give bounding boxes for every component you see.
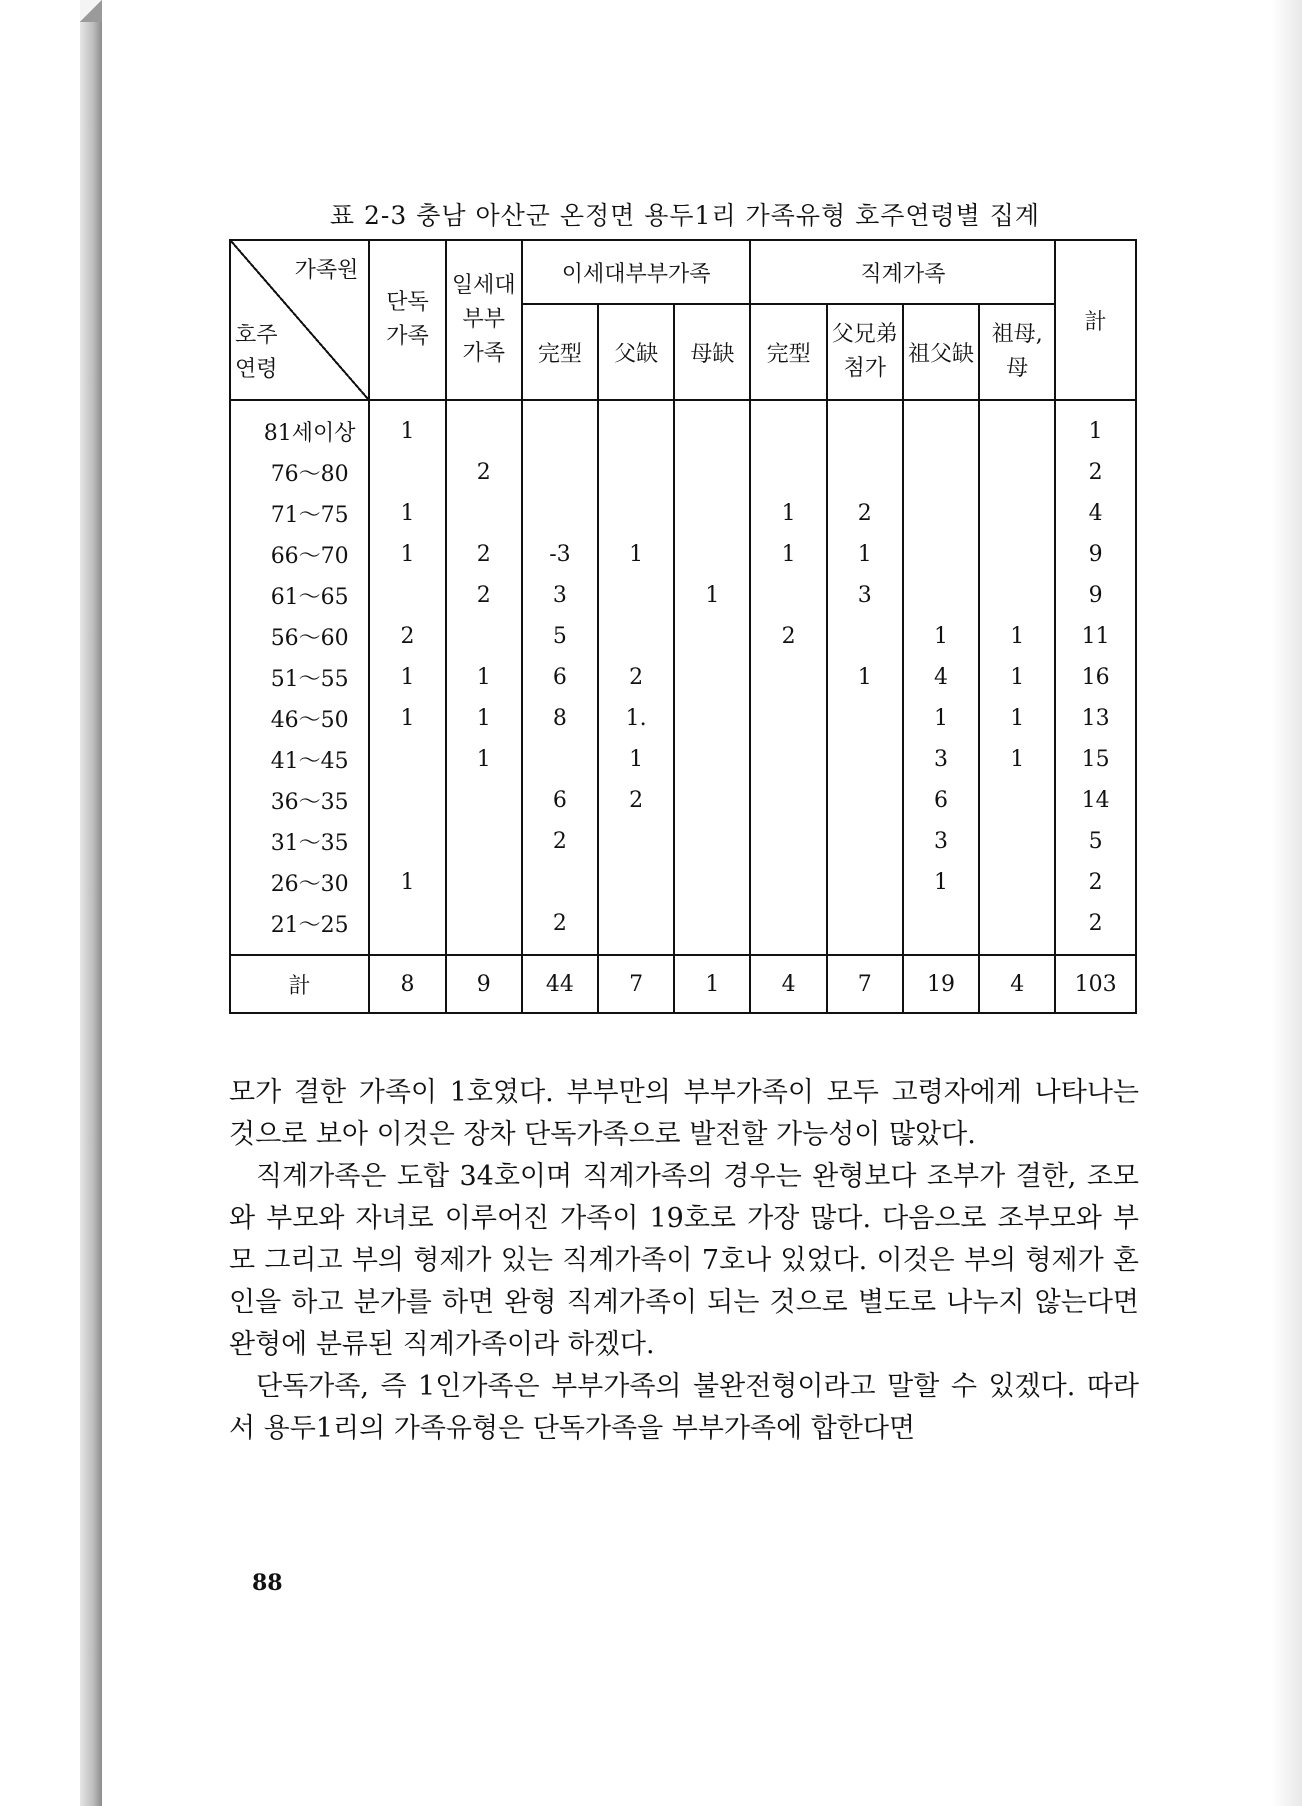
col-complete: 完型 [522, 304, 598, 400]
table-row [230, 739, 1136, 780]
count-cell: 4 [903, 657, 979, 698]
count-cell: 3 [522, 575, 598, 616]
age-cell: 61～65 [230, 575, 369, 616]
table-row [230, 575, 1136, 616]
count-cell: 3 [903, 821, 979, 862]
total-cell: 44 [522, 955, 598, 1013]
total-cell: 7 [598, 955, 674, 1013]
paragraph-1: 모가 결한 가족이 1호였다. 부부만의 부부가족이 모두 고령자에게 나타나는 것으로 보아 이것은 장차 단독가족으로 발전할 가능성이 많았다. [229, 1077, 1139, 1150]
age-cell: 66～70 [230, 534, 369, 575]
count-cell [979, 400, 1055, 452]
count-cell [446, 780, 522, 821]
total-cell: 19 [903, 955, 979, 1013]
count-cell [827, 862, 903, 903]
row-total-cell: 2 [1055, 862, 1136, 903]
table-body [230, 400, 1136, 955]
row-total-cell: 4 [1055, 493, 1136, 534]
count-cell: 1 [446, 698, 522, 739]
paragraph-3: 단독가족, 즉 1인가족은 부부가족의 불완전형이라고 말할 수 있겠다. 따라서 용두1리의 가족유형은 단독가족을 부부가족에 합한다면 [229, 1371, 1139, 1444]
count-cell [979, 534, 1055, 575]
count-cell: 6 [522, 657, 598, 698]
count-cell [979, 780, 1055, 821]
count-cell: 1 [446, 657, 522, 698]
age-cell: 36～35 [230, 780, 369, 821]
total-row [230, 955, 1136, 1013]
table-row [230, 534, 1136, 575]
count-cell [827, 739, 903, 780]
count-cell [827, 616, 903, 657]
col-total: 計 [1055, 240, 1136, 400]
count-cell: 1 [369, 657, 445, 698]
count-cell: 1 [979, 616, 1055, 657]
count-cell: 3 [827, 575, 903, 616]
table-row [230, 903, 1136, 955]
count-cell: 2 [598, 657, 674, 698]
count-cell: 1 [446, 739, 522, 780]
row-total-cell: 13 [1055, 698, 1136, 739]
row-total-cell: 2 [1055, 903, 1136, 955]
count-cell [446, 493, 522, 534]
col-grandmother-mother: 祖母, 母 [979, 304, 1055, 400]
count-cell: 1 [750, 493, 826, 534]
count-cell [674, 739, 750, 780]
count-cell [598, 452, 674, 493]
count-cell [446, 862, 522, 903]
count-cell: 6 [522, 780, 598, 821]
grand-total: 103 [1055, 955, 1136, 1013]
count-cell [750, 903, 826, 955]
table-row [230, 698, 1136, 739]
count-cell [750, 739, 826, 780]
count-cell [598, 493, 674, 534]
page-number: 88 [252, 1570, 283, 1596]
count-cell [674, 493, 750, 534]
total-cell: 9 [446, 955, 522, 1013]
table-row [230, 657, 1136, 698]
count-cell [979, 575, 1055, 616]
count-cell: 1 [979, 739, 1055, 780]
age-cell: 46～50 [230, 698, 369, 739]
total-cell: 8 [369, 955, 445, 1013]
page-right-edge [1272, 0, 1302, 1806]
count-cell [522, 493, 598, 534]
row-total-cell: 14 [1055, 780, 1136, 821]
count-cell: 2 [750, 616, 826, 657]
count-cell [522, 452, 598, 493]
count-cell: 2 [598, 780, 674, 821]
col-grandfather-absent: 祖父缺 [903, 304, 979, 400]
group-lineal-family: 직계가족 [750, 240, 1055, 304]
count-cell: 1 [979, 657, 1055, 698]
count-cell [446, 903, 522, 955]
count-cell: 5 [522, 616, 598, 657]
count-cell: 1 [369, 400, 445, 452]
count-cell [827, 780, 903, 821]
age-cell: 51～55 [230, 657, 369, 698]
count-cell [827, 698, 903, 739]
row-total-cell: 16 [1055, 657, 1136, 698]
count-cell: 2 [522, 903, 598, 955]
corner-bottom-label: 호주 연령 [235, 323, 278, 382]
row-total-cell: 1 [1055, 400, 1136, 452]
count-cell [446, 821, 522, 862]
count-cell [827, 400, 903, 452]
age-cell: 81세이상 [230, 400, 369, 452]
count-cell [598, 575, 674, 616]
group-two-gen-couple: 이세대부부가족 [522, 240, 751, 304]
count-cell: 1. [598, 698, 674, 739]
row-total-cell: 2 [1055, 452, 1136, 493]
count-cell [750, 400, 826, 452]
count-cell: 1 [979, 698, 1055, 739]
count-cell [750, 452, 826, 493]
count-cell [903, 575, 979, 616]
count-cell [598, 616, 674, 657]
count-cell [369, 452, 445, 493]
total-cell: 4 [750, 955, 826, 1013]
col-lineal-complete: 完型 [750, 304, 826, 400]
count-cell [369, 739, 445, 780]
count-cell: 1 [369, 493, 445, 534]
count-cell [903, 534, 979, 575]
age-cell: 41～45 [230, 739, 369, 780]
col-father-absent: 父缺 [598, 304, 674, 400]
count-cell [903, 400, 979, 452]
count-cell [674, 534, 750, 575]
count-cell [827, 903, 903, 955]
count-cell: -3 [522, 534, 598, 575]
count-cell [979, 862, 1055, 903]
count-cell: 2 [827, 493, 903, 534]
row-total-cell: 11 [1055, 616, 1136, 657]
col-father-siblings: 父兄弟 첨가 [827, 304, 903, 400]
count-cell [522, 400, 598, 452]
count-cell [674, 862, 750, 903]
count-cell [674, 821, 750, 862]
table-row [230, 821, 1136, 862]
count-cell [979, 821, 1055, 862]
age-cell: 56～60 [230, 616, 369, 657]
count-cell [369, 780, 445, 821]
table-row [230, 616, 1136, 657]
count-cell [598, 862, 674, 903]
row-total-cell: 9 [1055, 534, 1136, 575]
count-cell: 1 [369, 862, 445, 903]
count-cell [903, 452, 979, 493]
body-text [229, 1072, 1139, 1450]
count-cell [446, 400, 522, 452]
table-total-section [230, 955, 1136, 1013]
count-cell [903, 493, 979, 534]
count-cell: 1 [369, 698, 445, 739]
count-cell [598, 400, 674, 452]
table-row [230, 452, 1136, 493]
count-cell [674, 616, 750, 657]
page-spine-shadow [80, 0, 102, 1806]
count-cell [674, 780, 750, 821]
count-cell [827, 452, 903, 493]
row-total-cell: 15 [1055, 739, 1136, 780]
row-total-cell: 5 [1055, 821, 1136, 862]
count-cell: 6 [903, 780, 979, 821]
count-cell: 1 [827, 534, 903, 575]
count-cell: 2 [446, 575, 522, 616]
total-cell: 7 [827, 955, 903, 1013]
count-cell [522, 739, 598, 780]
count-cell [369, 575, 445, 616]
table-caption: 표 2-3 충남 아산군 온정면 용두1리 가족유형 호주연령별 집계 [329, 201, 1041, 230]
col-single-family: 단독 가족 [369, 240, 445, 400]
total-cell: 1 [674, 955, 750, 1013]
count-cell [750, 698, 826, 739]
count-cell: 1 [903, 616, 979, 657]
count-cell: 1 [750, 534, 826, 575]
table-corner-header [230, 240, 369, 400]
table-row [230, 862, 1136, 903]
count-cell [446, 616, 522, 657]
total-cell: 4 [979, 955, 1055, 1013]
row-total-cell: 9 [1055, 575, 1136, 616]
count-cell [674, 400, 750, 452]
count-cell [979, 493, 1055, 534]
total-label: 計 [230, 955, 369, 1013]
count-cell [750, 575, 826, 616]
count-cell: 1 [369, 534, 445, 575]
paragraph-2: 직계가족은 도합 34호이며 직계가족의 경우는 완형보다 조부가 결한, 조모와 부모와 자녀로 이루어진 가족이 19호로 가장 많다. 다음으로 조부모와 부모 그리고 부의 형제가 있는 직계가족이 7호나 있었다. 이것은 부의 형제가 혼인을 하고 분가를 하면 완형 직계가족이 되는 것으로 별도로 나누지 않는다면 완형에 분류된 직계가족이라 하겠다. [229, 1161, 1139, 1360]
table-row [230, 400, 1136, 452]
count-cell: 1 [598, 534, 674, 575]
age-cell: 31～35 [230, 821, 369, 862]
count-cell [598, 903, 674, 955]
count-cell [674, 903, 750, 955]
count-cell: 1 [903, 862, 979, 903]
age-cell: 71～75 [230, 493, 369, 534]
col-mother-absent: 母缺 [674, 304, 750, 400]
count-cell: 2 [369, 616, 445, 657]
count-cell: 1 [903, 698, 979, 739]
count-cell [674, 452, 750, 493]
count-cell [750, 780, 826, 821]
count-cell [750, 657, 826, 698]
count-cell [369, 903, 445, 955]
count-cell [674, 657, 750, 698]
count-cell [369, 821, 445, 862]
count-cell [750, 862, 826, 903]
corner-top-label: 가족원 [294, 258, 359, 283]
count-cell: 1 [674, 575, 750, 616]
count-cell [903, 903, 979, 955]
count-cell [522, 862, 598, 903]
count-cell [979, 903, 1055, 955]
page-corner-fold [80, 0, 102, 22]
count-cell: 3 [903, 739, 979, 780]
table-row [230, 780, 1136, 821]
family-type-table [229, 239, 1137, 1014]
count-cell [598, 821, 674, 862]
count-cell: 8 [522, 698, 598, 739]
age-cell: 26～30 [230, 862, 369, 903]
count-cell [674, 698, 750, 739]
count-cell: 2 [446, 452, 522, 493]
count-cell: 2 [446, 534, 522, 575]
count-cell: 1 [827, 657, 903, 698]
age-cell: 76～80 [230, 452, 369, 493]
age-cell: 21～25 [230, 903, 369, 955]
count-cell: 1 [598, 739, 674, 780]
count-cell [979, 452, 1055, 493]
table-row [230, 493, 1136, 534]
count-cell: 2 [522, 821, 598, 862]
col-one-gen-couple: 일세대 부부 가족 [446, 240, 522, 400]
count-cell [750, 821, 826, 862]
count-cell [827, 821, 903, 862]
